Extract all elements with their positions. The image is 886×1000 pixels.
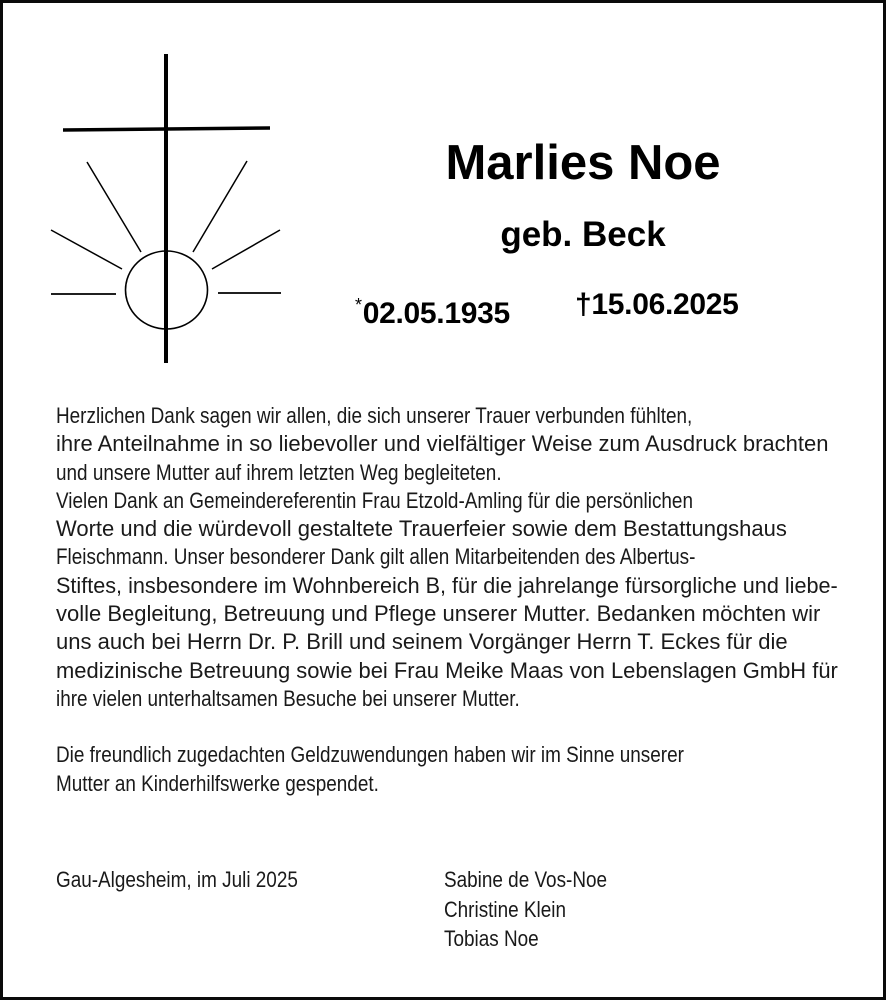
signer: Christine Klein xyxy=(444,896,566,922)
deceased-name: Marlies Noe xyxy=(445,136,721,190)
death-date-value: 15.06.2025 xyxy=(591,288,739,321)
body-line: Vielen Dank an Gemeindereferentin Frau Etzold-Amling für die persönlichen xyxy=(56,487,693,513)
body-line: Worte und die würdevoll gestaltete Trauerfeier sowie dem Bestattungshaus xyxy=(56,516,787,542)
body-line: und unsere Mutter auf ihrem letzten Weg begleiteten. xyxy=(56,459,502,485)
donation-line: Mutter an Kinderhilfswerke gespendet. xyxy=(56,770,379,796)
body-line: Herzlichen Dank sagen wir allen, die sich unserer Trauer verbunden fühlten, xyxy=(56,403,693,428)
cross-with-rising-sun-icon xyxy=(3,3,303,383)
body-line: Fleischmann. Unser besonderer Dank gilt allen Mitarbeitenden des Albertus- xyxy=(56,544,696,570)
birth-date-value: 02.05.1935 xyxy=(362,297,510,330)
body-line: medizinische Betreuung sowie bei Frau Meike Maas von Lebenslagen GmbH für xyxy=(56,657,838,683)
place-and-date: Gau-Algesheim, im Juli 2025 xyxy=(56,867,298,892)
signer: Sabine de Vos-Noe xyxy=(444,867,608,892)
body-line: ihre Anteilnahme in so liebevoller und vielfältiger Weise zum Ausdruck brachten xyxy=(56,431,829,457)
body-line: uns auch bei Herrn Dr. P. Brill und seinem Vorgänger Herrn T. Eckes für die xyxy=(56,629,788,655)
body-line: ihre vielen unterhaltsamen Besuche bei unserer Mutter. xyxy=(56,685,520,711)
signers-list xyxy=(444,865,607,954)
signer: Tobias Noe xyxy=(444,926,539,951)
life-dates xyxy=(3,285,886,330)
body-line: Stiftes, insbesondere im Wohnbereich B, für die jahrelange fürsorgliche und liebe- xyxy=(56,572,838,598)
maiden-name: geb. Beck xyxy=(500,215,666,254)
death-cross-icon: † xyxy=(575,288,592,321)
thank-you-text xyxy=(56,402,838,798)
death-date xyxy=(575,285,739,325)
donation-line: Die freundlich zugedachten Geldzuwendungen haben wir im Sinne unserer xyxy=(56,742,684,768)
birth-date xyxy=(355,285,510,334)
body-line: volle Begleitung, Betreuung und Pflege unserer Mutter. Bedanken möchten wir xyxy=(56,601,821,627)
birth-star-icon: * xyxy=(355,295,362,315)
